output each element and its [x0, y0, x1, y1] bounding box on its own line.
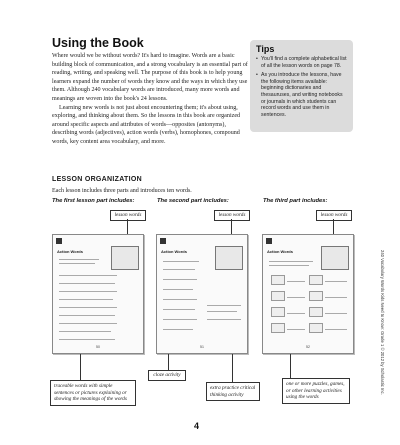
lesson-part-1-thumbnail — [52, 234, 144, 354]
text-line — [59, 323, 117, 324]
lesson-number-tab — [266, 238, 272, 244]
word-bank-box — [321, 246, 349, 270]
part-3-label: The third part includes: — [263, 198, 328, 204]
part-2-lesson-words-callout: lesson words — [214, 210, 250, 221]
side-credit-text: 240 Vocabulary Words Kids Need to Know: Grade 1 © 2012 by Scholastic Inc. — [380, 250, 385, 395]
part-3-lesson-words-callout: lesson words — [316, 210, 352, 221]
text-line — [59, 307, 117, 308]
lesson-number-tab — [56, 238, 62, 244]
text-line — [59, 315, 115, 316]
puzzle-picture — [271, 323, 285, 333]
part-1-lesson-words-callout: lesson words — [110, 210, 146, 221]
puzzle-picture — [271, 307, 285, 317]
puzzle-picture — [309, 323, 323, 333]
text-line — [325, 297, 347, 298]
text-line — [325, 281, 347, 282]
intro-paragraph-1: Where would we be without words? It's hard to imagine. Words are a basic building block of communication, and a strong vocabulary is an essential part of reading, writing, and speaking well. The purpose of this book is to help young learners expand the number of words they know and the ways in which they use them. Although 240 vocabulary words are introduced, many more words and meanings are woven into the book's 24 lessons. — [52, 53, 248, 102]
text-line — [207, 311, 237, 312]
section-title: Using the Book — [52, 36, 144, 50]
text-line — [163, 261, 199, 262]
text-line — [163, 269, 195, 270]
tip-item: • You'll find a complete alphabetical list of all the lesson words on page 78. — [256, 56, 347, 69]
tips-title: Tips — [256, 44, 275, 54]
text-line — [163, 329, 193, 330]
part-2-critical-thinking-callout: extra practice critical thinking activity — [206, 382, 260, 401]
part-1-label: The first lesson part includes: — [52, 198, 135, 204]
page-number: 4 — [194, 421, 200, 431]
puzzle-picture — [309, 291, 323, 301]
text-line — [269, 265, 309, 266]
thumbnail-page-number: 50 — [96, 345, 100, 349]
text-line — [269, 261, 313, 262]
text-line — [325, 329, 347, 330]
text-line — [163, 319, 197, 320]
text-line — [59, 339, 115, 340]
text-line — [287, 281, 305, 282]
intro-paragraph-2: Learning new words is not just about encountering them; it's about using, exploring, and thinking about them. So the lessons in this book are organized around specific aspects and attributes of words—opposites (antonyms), describing words (adjectives), action words (verbs), homophones, compound words, key content area vocabulary, and more. — [52, 104, 241, 145]
part-2-cloze-activity-callout: cloze activity — [148, 370, 186, 381]
puzzle-picture — [271, 291, 285, 301]
word-bank-box — [111, 246, 139, 270]
text-line — [163, 289, 193, 290]
text-line — [207, 319, 241, 320]
text-line — [59, 299, 113, 300]
intro-text — [52, 52, 248, 147]
puzzle-picture — [309, 275, 323, 285]
lesson-part-2-thumbnail — [156, 234, 248, 354]
tips-list — [256, 56, 347, 118]
part-2-label: The second part includes: — [157, 198, 229, 204]
text-line — [207, 305, 241, 306]
text-line — [59, 291, 117, 292]
text-line — [163, 299, 197, 300]
text-line — [59, 263, 95, 264]
lesson-number-tab — [160, 238, 166, 244]
word-bank-box — [215, 246, 243, 270]
text-line — [59, 283, 115, 284]
text-line — [287, 313, 305, 314]
part-1-traceable-words-callout: traceable words with simple sentences or pictures explaining or showing the meanings of the words — [50, 380, 136, 406]
lesson-organization-description: Each lesson includes three parts and introduces ten words. — [52, 188, 192, 194]
thumbnail-page-number: 52 — [306, 345, 310, 349]
connector-line — [127, 219, 128, 234]
text-line — [163, 309, 195, 310]
puzzle-picture — [271, 275, 285, 285]
lesson-part-3-thumbnail — [262, 234, 354, 354]
lesson-organization-heading: LESSON ORGANIZATION — [52, 176, 142, 183]
connector-line — [231, 219, 232, 234]
side-credit — [377, 250, 385, 420]
connector-line — [168, 354, 169, 370]
tips-box — [250, 40, 353, 132]
thumbnail-title: Action Words — [161, 249, 187, 254]
text-line — [59, 331, 111, 332]
thumbnail-title: Action Words — [57, 249, 83, 254]
thumbnail-page-number: 51 — [200, 345, 204, 349]
text-line — [163, 279, 197, 280]
text-line — [59, 259, 99, 260]
tip-item: • As you introduce the lessons, have the following items available: beginning dictionaries and thesauruses, and writing notebooks or journals in which students can record words and use them in sentences. — [256, 72, 347, 118]
part-3-puzzles-callout: one or more puzzles, games, or other learning activities using the words — [282, 378, 350, 404]
text-line — [325, 313, 347, 314]
text-line — [287, 297, 305, 298]
connector-line — [80, 354, 81, 380]
connector-line — [290, 354, 291, 380]
connector-line — [333, 219, 334, 234]
connector-line — [232, 354, 233, 382]
puzzle-picture — [309, 307, 323, 317]
thumbnail-title: Action Words — [267, 249, 293, 254]
text-line — [287, 329, 305, 330]
text-line — [59, 275, 117, 276]
